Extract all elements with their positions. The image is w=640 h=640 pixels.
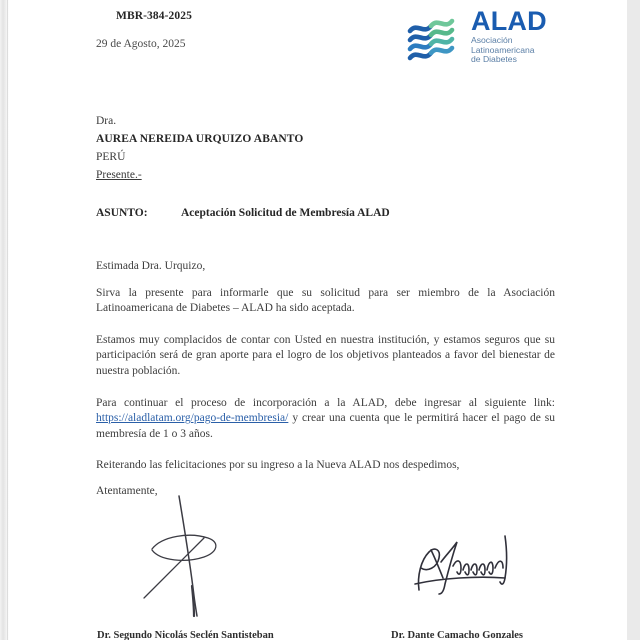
- alad-waves-icon: [407, 11, 469, 63]
- closing-line-2: Atentamente,: [96, 484, 158, 497]
- body-paragraph-2: Estamos muy complacidos de contar con Usted en nuestra institución, y estamos seguros que su participación será de gran aporte para el logro de los objetivos planteados a favor del bienestar de nuestra población.: [96, 333, 555, 377]
- addressee-name: AUREA NEREIDA URQUIZO ABANTO: [96, 133, 304, 145]
- paragraph-3-text-after-link: y crear una cuenta que le permitirá hacer el pago de su membresía de 1 o 3 años.: [96, 412, 555, 440]
- signatory-name-left: Dr. Segundo Nicolás Seclén Santisteban: [97, 630, 274, 640]
- membership-payment-link[interactable]: https://aladlatam.org/pago-de-membresia/: [96, 412, 289, 425]
- alad-logo: [407, 8, 567, 68]
- body-paragraph-1: Sirva la presente para informarle que su solicitud para ser miembro de la Asociación Latinoamericana de Diabetes – ALAD ha sido aceptada.: [96, 286, 555, 315]
- closing-block: [96, 458, 555, 499]
- subject-text: Aceptación Solicitud de Membresía ALAD: [181, 207, 390, 219]
- subject-label: ASUNTO:: [96, 207, 148, 219]
- body-greeting: Estimada Dra. Urquizo,: [96, 260, 206, 272]
- handwritten-signature-icon: [132, 492, 262, 622]
- addressee-country: PERÚ: [96, 151, 126, 163]
- addressee-block: [96, 112, 303, 184]
- closing-line-1: Reiterando las felicitaciones por su ingreso a la Nueva ALAD nos despedimos,: [96, 459, 460, 472]
- page-left-edge-line: [7, 0, 8, 640]
- addressee-title: Dra.: [96, 115, 117, 127]
- document-reference-number: MBR-384-2025: [116, 10, 192, 22]
- paragraph-3-text-before-link: Para continuar el proceso de incorporación a la ALAD, debe ingresar al siguiente link:: [96, 396, 555, 409]
- alad-subtitle-line-2: Latinoamericana: [471, 44, 535, 55]
- alad-wordmark: ALAD: [471, 6, 547, 36]
- alad-subtitle: [471, 36, 567, 65]
- signatory-name-right: Dr. Dante Camacho Gonzales: [391, 630, 524, 640]
- alad-subtitle-line-3: de Diabetes: [471, 54, 517, 65]
- alad-logo-text: [471, 8, 567, 65]
- handwritten-signature-icon: [401, 528, 541, 598]
- addressee-present-label: Presente.-: [96, 169, 142, 181]
- addressee-present: [96, 166, 303, 184]
- page-right-gutter: [627, 0, 640, 640]
- document-date: 29 de Agosto, 2025: [96, 38, 186, 50]
- body-paragraph-3: [96, 396, 555, 443]
- subject-line: [96, 207, 390, 219]
- letter-body: [96, 259, 555, 500]
- letter-sheet: [9, 0, 627, 640]
- alad-subtitle-line-1: Asociación: [471, 35, 513, 45]
